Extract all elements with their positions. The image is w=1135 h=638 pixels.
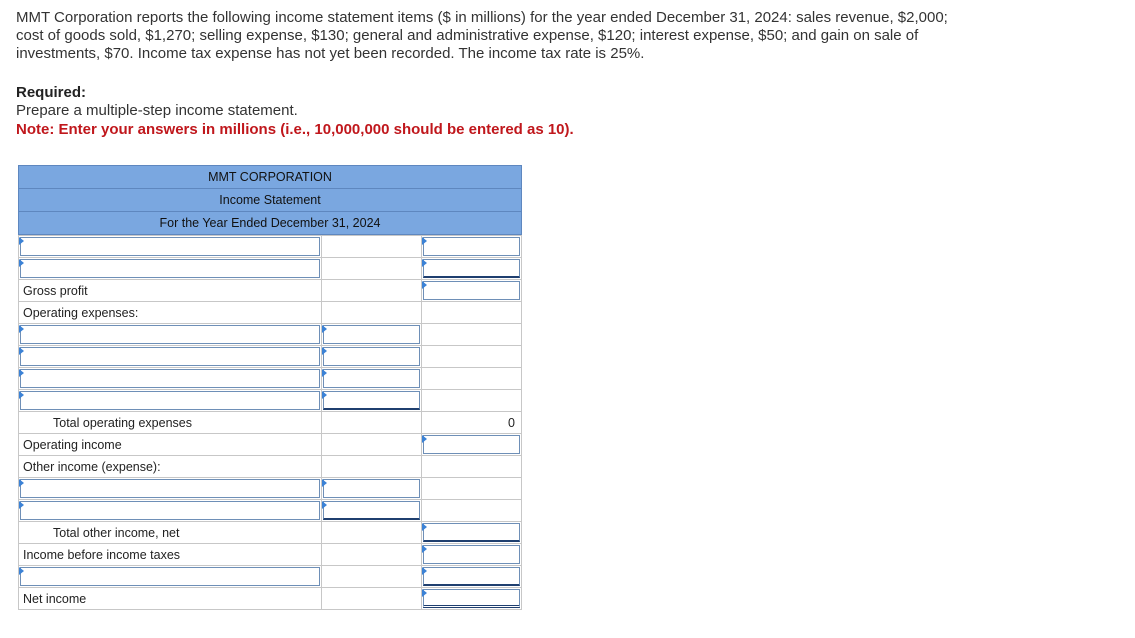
total-operating-expenses-value: 0 xyxy=(508,415,515,430)
input-arrow-icon xyxy=(322,479,327,487)
table-row xyxy=(19,544,522,566)
input-arrow-icon xyxy=(422,259,427,267)
table-row xyxy=(19,302,522,324)
amount-input-cell[interactable] xyxy=(422,522,522,544)
amount-input[interactable] xyxy=(423,259,520,278)
amount-input-cell[interactable] xyxy=(322,390,422,412)
table-row xyxy=(19,390,522,412)
account-select[interactable] xyxy=(20,347,320,366)
amount-input-cell[interactable] xyxy=(322,500,422,522)
required-text: Prepare a multiple-step income statement. xyxy=(16,102,298,119)
amount-input[interactable] xyxy=(423,567,520,586)
account-select[interactable] xyxy=(20,325,320,344)
amount-input[interactable] xyxy=(423,237,520,256)
label-input-cell[interactable] xyxy=(19,346,322,368)
dropdown-arrow-icon xyxy=(19,479,24,487)
table-row xyxy=(19,280,522,302)
table-row xyxy=(19,434,522,456)
table-row xyxy=(19,566,522,588)
dropdown-arrow-icon xyxy=(19,391,24,399)
label-input-cell[interactable] xyxy=(19,368,322,390)
input-arrow-icon xyxy=(322,347,327,355)
input-arrow-icon xyxy=(422,545,427,553)
dropdown-arrow-icon xyxy=(19,501,24,509)
amount-input-cell[interactable] xyxy=(422,280,522,302)
dropdown-arrow-icon xyxy=(19,347,24,355)
table-row xyxy=(19,346,522,368)
account-select[interactable] xyxy=(20,501,320,520)
label-input-cell[interactable] xyxy=(19,390,322,412)
operating-income-input[interactable] xyxy=(423,435,520,454)
table-row xyxy=(19,412,522,434)
table-row xyxy=(19,258,522,280)
total-operating-expenses-label: Total operating expenses xyxy=(53,415,192,430)
table-row xyxy=(19,522,522,544)
table-row xyxy=(19,324,522,346)
input-arrow-icon xyxy=(322,391,327,399)
account-select[interactable] xyxy=(20,259,320,278)
label-input-cell[interactable] xyxy=(19,236,322,258)
net-income-input[interactable] xyxy=(423,589,520,608)
income-before-taxes-input[interactable] xyxy=(423,545,520,564)
dropdown-arrow-icon xyxy=(19,567,24,575)
dropdown-arrow-icon xyxy=(19,259,24,267)
label-input-cell[interactable] xyxy=(19,258,322,280)
table-row xyxy=(19,368,522,390)
statement-grid xyxy=(18,235,522,610)
income-before-taxes-label: Income before income taxes xyxy=(23,547,181,562)
amount-input-cell[interactable] xyxy=(422,566,522,588)
other-income-label: Other income (expense): xyxy=(23,459,161,474)
input-arrow-icon xyxy=(422,589,427,597)
amount-input[interactable] xyxy=(323,391,420,410)
account-select[interactable] xyxy=(20,237,320,256)
amount-input[interactable] xyxy=(323,479,420,498)
statement-title: Income Statement xyxy=(18,188,522,211)
amount-input-cell[interactable] xyxy=(422,236,522,258)
amount-input[interactable] xyxy=(323,347,420,366)
amount-input-cell[interactable] xyxy=(322,324,422,346)
operating-income-label: Operating income xyxy=(23,437,122,452)
dropdown-arrow-icon xyxy=(19,325,24,333)
total-other-income-label: Total other income, net xyxy=(53,525,180,540)
table-row xyxy=(19,500,522,522)
account-select[interactable] xyxy=(20,567,320,586)
amount-input-cell[interactable] xyxy=(422,588,522,610)
label-input-cell[interactable] xyxy=(19,566,322,588)
problem-statement: MMT Corporation reports the following income statement items ($ in millions) for the year ended December 31, 2024: sales revenue, $2,000; cost of goods sold, $1,270; selling expense, $130; general and administrative expense, $120; interest expense, $50; and gain on sale of investments, $70. Income tax expense has not yet been recorded. The income tax rate is 25%. xyxy=(16,9,948,62)
note-text: Note: Enter your answers in millions (i.e., 10,000,000 should be entered as 10). xyxy=(16,121,574,138)
gross-profit-input[interactable] xyxy=(423,281,520,300)
input-arrow-icon xyxy=(422,237,427,245)
amount-input-cell[interactable] xyxy=(322,368,422,390)
operating-expenses-label: Operating expenses: xyxy=(23,305,139,320)
gross-profit-label: Gross profit xyxy=(23,283,88,298)
dropdown-arrow-icon xyxy=(19,237,24,245)
amount-input-cell[interactable] xyxy=(322,478,422,500)
input-arrow-icon xyxy=(322,325,327,333)
label-input-cell[interactable] xyxy=(19,500,322,522)
statement-period: For the Year Ended December 31, 2024 xyxy=(18,211,522,235)
amount-input[interactable] xyxy=(323,501,420,520)
total-other-income-input[interactable] xyxy=(423,523,520,542)
company-name: MMT CORPORATION xyxy=(18,165,522,188)
table-row xyxy=(19,236,522,258)
table-row xyxy=(19,456,522,478)
dropdown-arrow-icon xyxy=(19,369,24,377)
amount-input[interactable] xyxy=(323,369,420,388)
input-arrow-icon xyxy=(322,501,327,509)
input-arrow-icon xyxy=(322,369,327,377)
amount-input-cell[interactable] xyxy=(422,434,522,456)
amount-input-cell[interactable] xyxy=(322,346,422,368)
required-heading: Required: xyxy=(16,84,87,101)
account-select[interactable] xyxy=(20,391,320,410)
income-statement-worksheet xyxy=(18,165,522,610)
amount-input-cell[interactable] xyxy=(422,258,522,280)
account-select[interactable] xyxy=(20,479,320,498)
amount-input-cell[interactable] xyxy=(422,544,522,566)
label-input-cell[interactable] xyxy=(19,478,322,500)
account-select[interactable] xyxy=(20,369,320,388)
table-row xyxy=(19,588,522,610)
input-arrow-icon xyxy=(422,281,427,289)
table-row xyxy=(19,478,522,500)
net-income-label: Net income xyxy=(23,591,87,606)
input-arrow-icon xyxy=(422,523,427,531)
input-arrow-icon xyxy=(422,567,427,575)
input-arrow-icon xyxy=(422,435,427,443)
amount-input[interactable] xyxy=(323,325,420,344)
label-input-cell[interactable] xyxy=(19,324,322,346)
